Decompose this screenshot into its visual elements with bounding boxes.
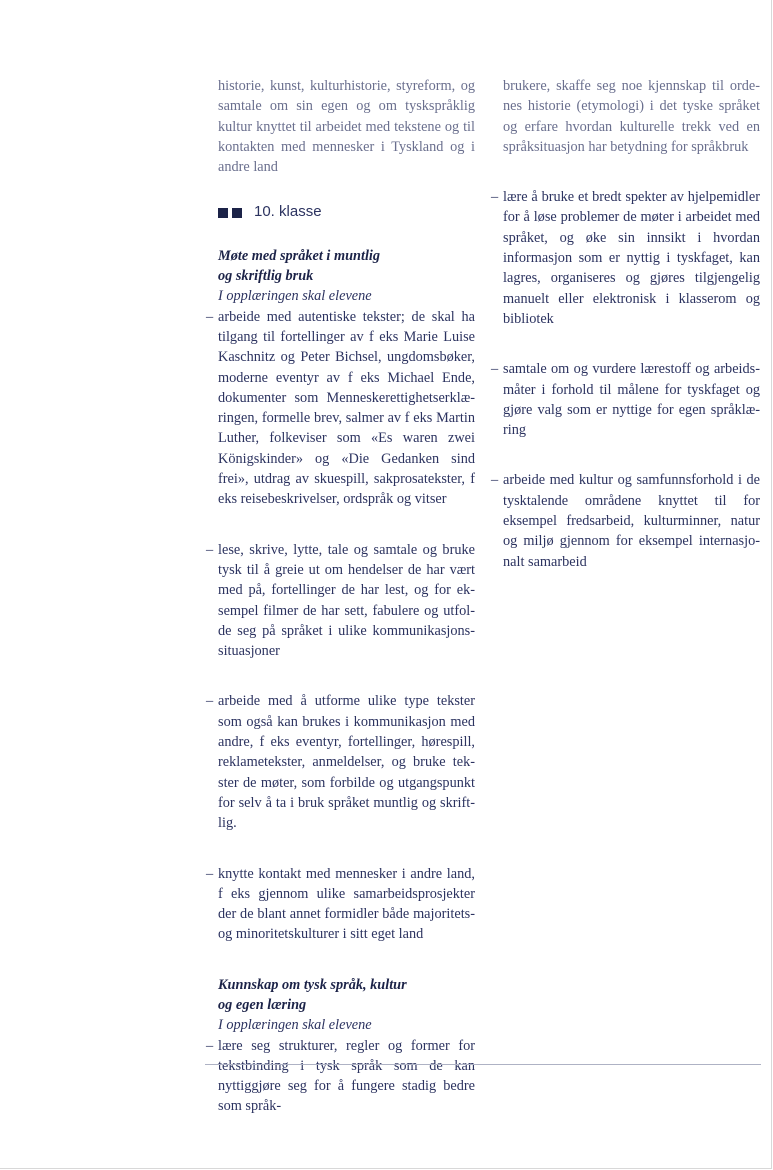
list-item-text: lære seg strukturer, regler og former for tekstbinding i tysk språk som de kan nyttiggjøre seg for å fungere stadig bedre som språk-: [218, 1037, 475, 1115]
dash-bullet: –: [206, 1037, 214, 1054]
dash-bullet: –: [491, 361, 499, 378]
subsection-title: og egen læring: [218, 996, 307, 1013]
continuation-paragraph: brukere, skaffe seg noe kjennskap til ordenes historie (etymologi) i det tyske språket og erfare hvordan kulturelle trekk ved en språksituasjon har betydning for språkbruk: [503, 78, 760, 155]
list-item-text: arbeide med autentiske tekster; de skal ha tilgang til fortellinger av f eks Marie Luise Kaschnitz og Peter Bichsel, ungdomsbøker, moderne eventyr av f eks Michael Ende, dokumenter som Menneskerettighetserklæringen, formelle brev, salmer av f eks Martin Luther, folkeviser som «Es waren zwei Königskinder» og «Die Gedanken sind frei», utdrag av skuespill, sakprosatekster, f eks reisebeskrivelser, ordspråk og vitser: [218, 308, 475, 508]
list-item-text: lese, skrive, lytte, tale og samtale og bruke tysk til å greie ut om hendelser de har vært med på, fortellinger de har lest, og for eksempel filmer de har sett, fabulere og utfolde seg på språket i ulike kommunikasjonssituasjoner: [218, 541, 475, 660]
intro-paragraph: historie, kunst, kulturhistorie, styreform, og samtale om sin egen og om tyskspråklig kultur knyttet til arbeidet med tekstene og til kontakten med mennesker i Tyskland og i andre land: [218, 78, 475, 176]
dash-bullet: –: [206, 308, 214, 325]
dash-bullet: –: [206, 865, 214, 882]
square-bullet-icon: [218, 208, 228, 218]
footer-rule: [205, 1064, 761, 1065]
list-item-text: samtale om og vurdere lærestoff og arbeidsmåter i forhold til målene for tyskfaget og gjøre valg som er nyttige for egen språklæring: [503, 361, 760, 439]
list-item: [491, 359, 760, 440]
left-column: [206, 76, 475, 1117]
subsection-title: Kunnskap om tysk språk, kultur: [218, 976, 407, 993]
dash-bullet: –: [206, 541, 214, 558]
list-item: [206, 864, 475, 945]
subsection-title: Møte med språket i muntlig: [218, 247, 381, 264]
subsection-intro: I opplæringen skal elevene: [218, 1017, 372, 1034]
list-item: [206, 691, 475, 833]
subsection-intro: I opplæringen skal elevene: [218, 288, 372, 305]
dash-bullet: –: [491, 472, 499, 489]
dash-bullet: –: [206, 693, 214, 710]
list-item-text: arbeide med å utforme ulike type tekster som også kan brukes i kommunikasjon med andre, f eks eventyr, fortellinger, hørespill, reklametekster, anmeldelser, og bruke tekster de møter, som forbilde og utgangspunkt for selv å ta i bruk språket muntlig og skriftlig.: [218, 693, 475, 832]
subsection-title: og skriftlig bruk: [218, 268, 314, 285]
list-item: [491, 187, 760, 329]
list-item-text: knytte kontakt med mennesker i andre land, f eks gjennom ulike samarbeidsprosjekter der de blant annet formidler både majoritets- og minoritetskulturer i sitt eget land: [218, 865, 475, 943]
list-item: [206, 307, 475, 510]
list-item-text: lære å bruke et bredt spekter av hjelpemidler for å løse problemer de møter i arbeidet med språket, og øke sin innsikt i hvordan informasjon som er nyttig i tyskfaget, kan lagres, organiseres og gjøres tilgjengelig manuelt eller elektronisk i klasserom og bibliotek: [503, 189, 760, 327]
list-item: [491, 470, 760, 571]
list-item-text: arbeide med kultur og samfunnsforhold i de tysktalende områdene knyttet til for eksempel fredsarbeid, kulturminner, natur og miljø gjennom for eksempel internasjonalt samarbeid: [503, 472, 760, 570]
right-column: [491, 76, 760, 572]
list-item: [206, 540, 475, 662]
section-heading: [218, 202, 475, 222]
dash-bullet: –: [491, 189, 499, 206]
list-item: [206, 1036, 475, 1117]
square-bullet-icon: [232, 208, 242, 218]
section-heading-text: 10. klasse: [254, 203, 322, 221]
